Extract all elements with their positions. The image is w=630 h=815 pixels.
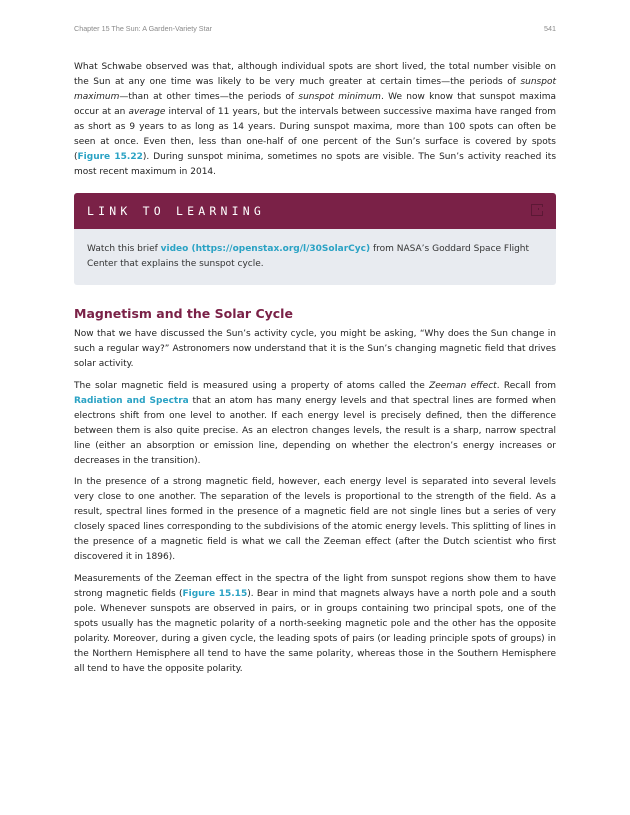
link-box-text — [87, 242, 543, 272]
text-run: —than at other times—the periods of — [119, 92, 299, 102]
term-sunspot-maximum: sunspot maximum — [74, 77, 556, 102]
link-box-header — [74, 193, 556, 229]
section-heading: Magnetism and the Solar Cycle — [74, 306, 293, 321]
figure-15-22-link[interactable]: Figure 15.22 — [77, 152, 143, 162]
text-run: . Recall from — [496, 380, 556, 391]
link-to-learning-box — [74, 193, 556, 285]
text-run: from NASA’s Goddard Space Flight Center that explains the sunspot cycle. — [87, 244, 530, 269]
figure-15-15-link[interactable]: Figure 15.15 — [182, 588, 248, 599]
paragraph-intro: Now that we have discussed the Sun’s activity cycle, you might be asking, “Why does the Sun change in such a regular way?” Astronomers now understand that it is the Sun’s changing magnetic field that drives solar activity. — [74, 329, 556, 369]
chapter-title: Chapter 15 The Sun: A Garden-Variety Star — [74, 24, 212, 33]
link-box-title: LINK TO LEARNING — [87, 204, 265, 218]
text-run: ). During sunspot minima, sometimes no spots are visible. The Sun’s activity reached its most recent maximum in 2014. — [74, 152, 557, 177]
text-run: ). Bear in mind that magnets always have a north pole and a south pole. Whenever sunspots are observed in pairs, or in groups containing two principal spots, one of the spots usually has the magnetic polarity of a north-seeking magnetic pole and the other has the opposite polarity. Moreover, during a given cycle, the leading spots of pairs (or leading principle spots of groups) in the Northern Hemisphere all tend to have the same polarity, whereas those in the Southern Hemisphere all tend to have the opposite polarity. — [74, 588, 556, 674]
running-header — [74, 24, 556, 36]
text-run: The solar magnetic field is measured using a property of atoms called the — [74, 380, 430, 391]
emphasis-average: average — [128, 107, 166, 117]
text-run: Measurements of the Zeeman effect in the spectra of the light from sunspot regions show them to have strong magnetic fields ( — [74, 573, 556, 599]
paragraph-magnetic-field: In the presence of a strong magnetic field, however, each energy level is separated into several levels very close to one another. The separation of the levels is proportional to the strength of the field. As a result, spectral lines formed in the presence of a magnetic field are not single lines but a series of very closely spaced lines corresponding to the subdivisions of the atomic energy levels. This splitting of lines in the presence of a magnetic field is what we call the Zeeman effect (after the Dutch scientist who first discovered it in 1896). — [74, 477, 556, 562]
text-run: interval of 11 years, but the intervals between successive maxima have ranged from as short as 9 years to as long as 14 years. During sunspot maxima, more than 100 spots can often be seen at once. Even then, less than one-half of one percent of the Sun’s surface is covered by spots ( — [74, 107, 556, 162]
term-sunspot-minimum: sunspot minimum — [298, 92, 381, 102]
paragraph-polarity — [74, 572, 556, 677]
paragraph-sunspot-cycle — [74, 60, 556, 180]
paragraph-zeeman — [74, 379, 556, 469]
link-box-body — [74, 229, 556, 285]
page-number: 541 — [544, 24, 556, 33]
text-run: . We now know that sunspot maxima occur at an — [74, 92, 556, 117]
external-link-icon — [531, 204, 543, 216]
page-content — [74, 60, 556, 683]
video-link[interactable]: video (https://openstax.org/l/30SolarCyc) — [160, 244, 371, 254]
term-zeeman-effect: Zeeman effect — [429, 380, 497, 391]
text-run: What Schwabe observed was that, although individual spots are short lived, the total number visible on the Sun at any one time was likely to be very much greater at certain times—the periods of — [74, 62, 556, 87]
text-run: Watch this brief — [87, 244, 161, 254]
text-run: that an atom has many energy levels and that spectral lines are formed when electrons shift from one level to another. If each energy level is precisely defined, then the difference between them is also quite precise. As an electron changes levels, the result is a sharp, narrow spectral line (either an absorption or emission line, depending on whether the electron’s energy increases or decreases in the transition). — [74, 395, 556, 466]
radiation-and-spectra-link[interactable]: Radiation and Spectra — [74, 395, 189, 406]
